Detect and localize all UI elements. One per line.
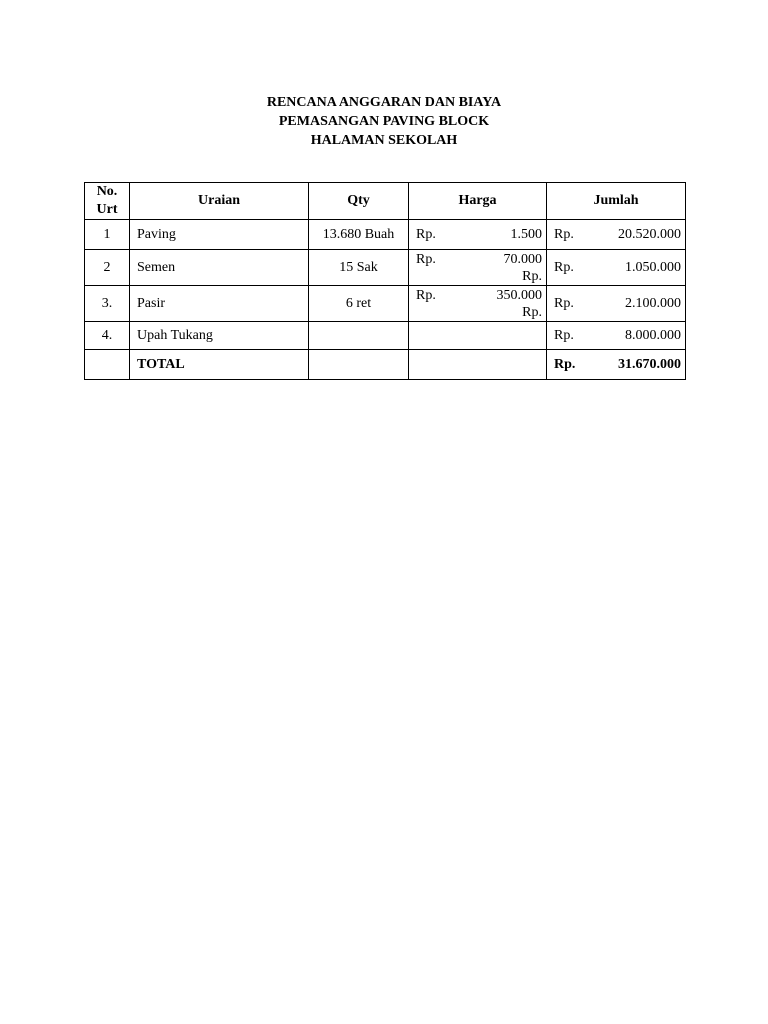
harga-value: 70.000 — [503, 251, 542, 267]
document-title — [0, 93, 768, 150]
jumlah-value: 1.050.000 — [625, 259, 681, 275]
header-jumlah: Jumlah — [547, 183, 686, 220]
cell-harga — [409, 322, 547, 350]
cell-jumlah — [547, 220, 686, 250]
cell-qty: 15 Sak — [309, 250, 409, 286]
title-line-1: RENCANA ANGGARAN DAN BIAYA — [266, 95, 502, 110]
cell-harga — [409, 250, 547, 286]
jumlah-currency: Rp. — [554, 327, 574, 343]
cell-no: 3. — [85, 286, 130, 322]
jumlah-currency: Rp. — [554, 259, 574, 275]
harga-currency-wrapped: Rp. — [522, 268, 542, 284]
cell-harga — [409, 286, 547, 322]
jumlah-value: 2.100.000 — [625, 295, 681, 311]
table-total-row — [85, 350, 686, 380]
cell-jumlah — [547, 250, 686, 286]
cell-no: 4. — [85, 322, 130, 350]
total-currency: Rp. — [554, 356, 576, 372]
jumlah-value: 20.520.000 — [618, 226, 681, 242]
cell-harga — [409, 350, 547, 380]
cell-no: 1 — [85, 220, 130, 250]
jumlah-currency: Rp. — [554, 226, 574, 242]
harga-value: 1.500 — [510, 226, 542, 242]
cell-harga — [409, 220, 547, 250]
header-qty: Qty — [309, 183, 409, 220]
title-line-3: HALAMAN SEKOLAH — [310, 133, 458, 148]
jumlah-value: 8.000.000 — [625, 327, 681, 343]
budget-table — [84, 182, 686, 380]
harga-currency: Rp. — [416, 287, 436, 303]
cell-uraian: Upah Tukang — [130, 322, 309, 350]
cell-qty: 6 ret — [309, 286, 409, 322]
table-row — [85, 220, 686, 250]
table-row — [85, 286, 686, 322]
jumlah-currency: Rp. — [554, 295, 574, 311]
header-no: No. Urt — [85, 183, 130, 220]
cell-uraian: Semen — [130, 250, 309, 286]
cell-total — [547, 350, 686, 380]
total-value: 31.670.000 — [618, 356, 681, 372]
harga-currency: Rp. — [416, 251, 436, 267]
total-label: TOTAL — [130, 350, 309, 380]
header-uraian: Uraian — [130, 183, 309, 220]
cell-qty — [309, 322, 409, 350]
table-row — [85, 250, 686, 286]
cell-no: 2 — [85, 250, 130, 286]
cell-qty — [309, 350, 409, 380]
cell-qty: 13.680 Buah — [309, 220, 409, 250]
cell-no — [85, 350, 130, 380]
cell-uraian: Paving — [130, 220, 309, 250]
table-header-row — [85, 183, 686, 220]
title-line-2: PEMASANGAN PAVING BLOCK — [278, 114, 490, 129]
table-row — [85, 322, 686, 350]
harga-currency-wrapped: Rp. — [522, 304, 542, 320]
cell-jumlah — [547, 322, 686, 350]
header-harga: Harga — [409, 183, 547, 220]
cell-jumlah — [547, 286, 686, 322]
harga-value: 350.000 — [496, 287, 542, 303]
harga-currency: Rp. — [416, 226, 436, 242]
cell-uraian: Pasir — [130, 286, 309, 322]
